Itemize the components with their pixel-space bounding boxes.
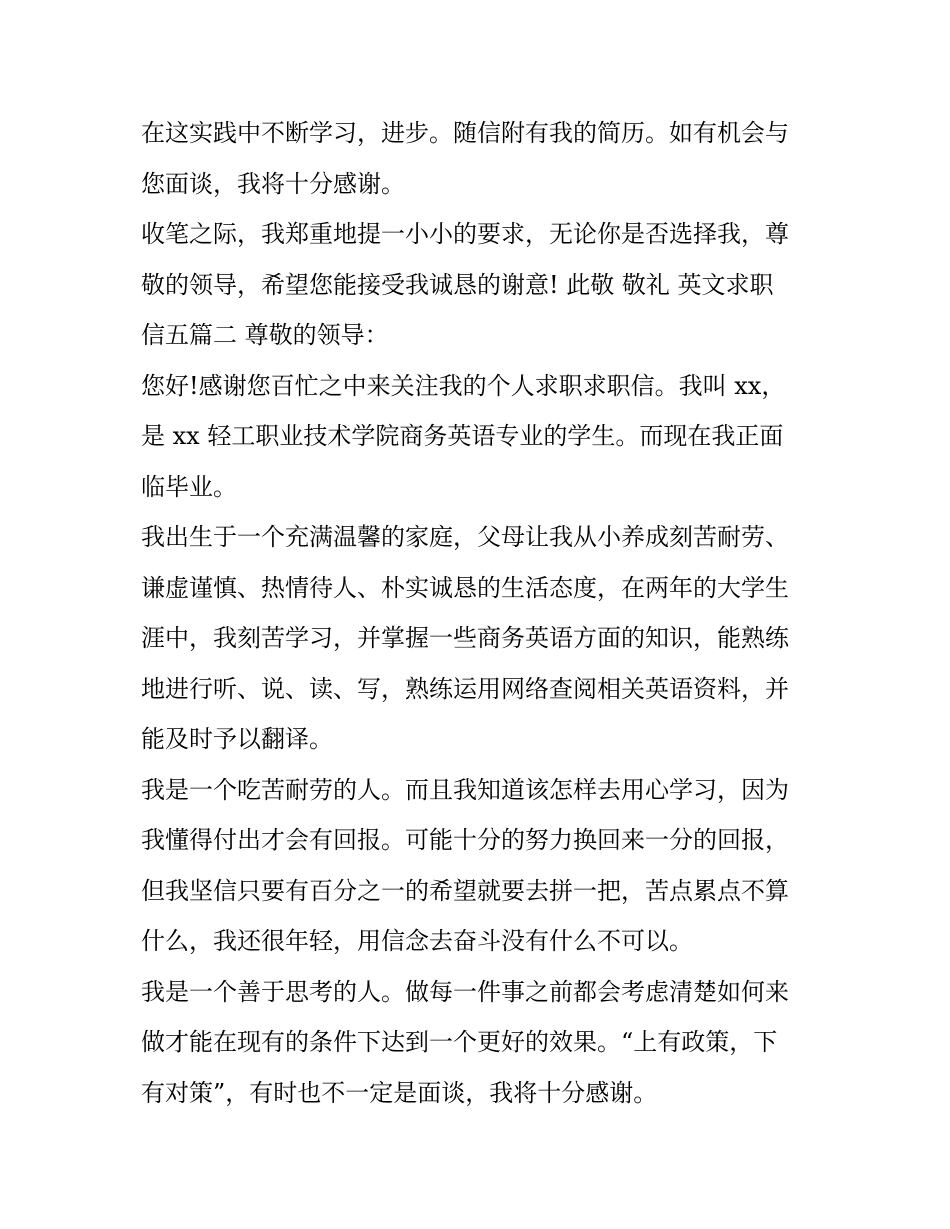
text-line: 敬的领导，希望您能接受我诚恳的谢意! 此敬 敬礼 英文求职 [141,270,774,299]
letter-body [141,108,816,1118]
text-line: 临毕业。 [141,472,237,501]
text-line: 我出生于一个充满温馨的家庭，父母让我从小养成刻苦耐劳、 [141,523,789,551]
text-line: 我是一个吃苦耐劳的人。而且我知道该怎样去用心学习，因为 [141,775,789,804]
text-line: 您面谈，我将十分感谢。 [141,169,405,198]
text-line: 有对策”，有时也不一定是面谈，我将十分感谢。 [141,1078,658,1107]
text-line: 什么，我还很年轻，用信念去奋斗没有什么不可以。 [141,927,693,955]
text-line: 谦虚谨慎、热情待人、朴实诚恳的生活态度，在两年的大学生 [141,573,789,602]
text-line: 做才能在现有的条件下达到一个更好的效果。“上有政策，下 [141,1028,778,1056]
text-line: 在这实践中不断学习，进步。随信附有我的简历。如有机会与 [141,119,789,147]
text-line: 地进行听、说、读、写，熟练运用网络查阅相关英语资料，并 [141,674,789,703]
text-line: 但我坚信只要有百分之一的希望就要去拼一把，苦点累点不算 [141,876,789,905]
text-line: 信五篇二 尊敬的领导： [141,321,389,349]
text-line: 您好!感谢您百忙之中来关注我的个人求职求职信。我叫 xx， [141,371,786,400]
text-line: 收笔之际，我郑重地提一小小的要求，无论你是否选择我，尊 [141,220,789,248]
text-line: 涯中，我刻苦学习，并掌握一些商务英语方面的知识，能熟练 [141,624,789,652]
text-line: 是 xx 轻工职业技术学院商务英语专业的学生。而现在我正面 [141,422,784,450]
text-line: 能及时予以翻译。 [141,725,333,753]
text-line: 我是一个善于思考的人。做每一件事之前都会考虑清楚如何来 [141,977,789,1006]
text-line: 我懂得付出才会有回报。可能十分的努力换回来一分的回报， [141,826,789,854]
